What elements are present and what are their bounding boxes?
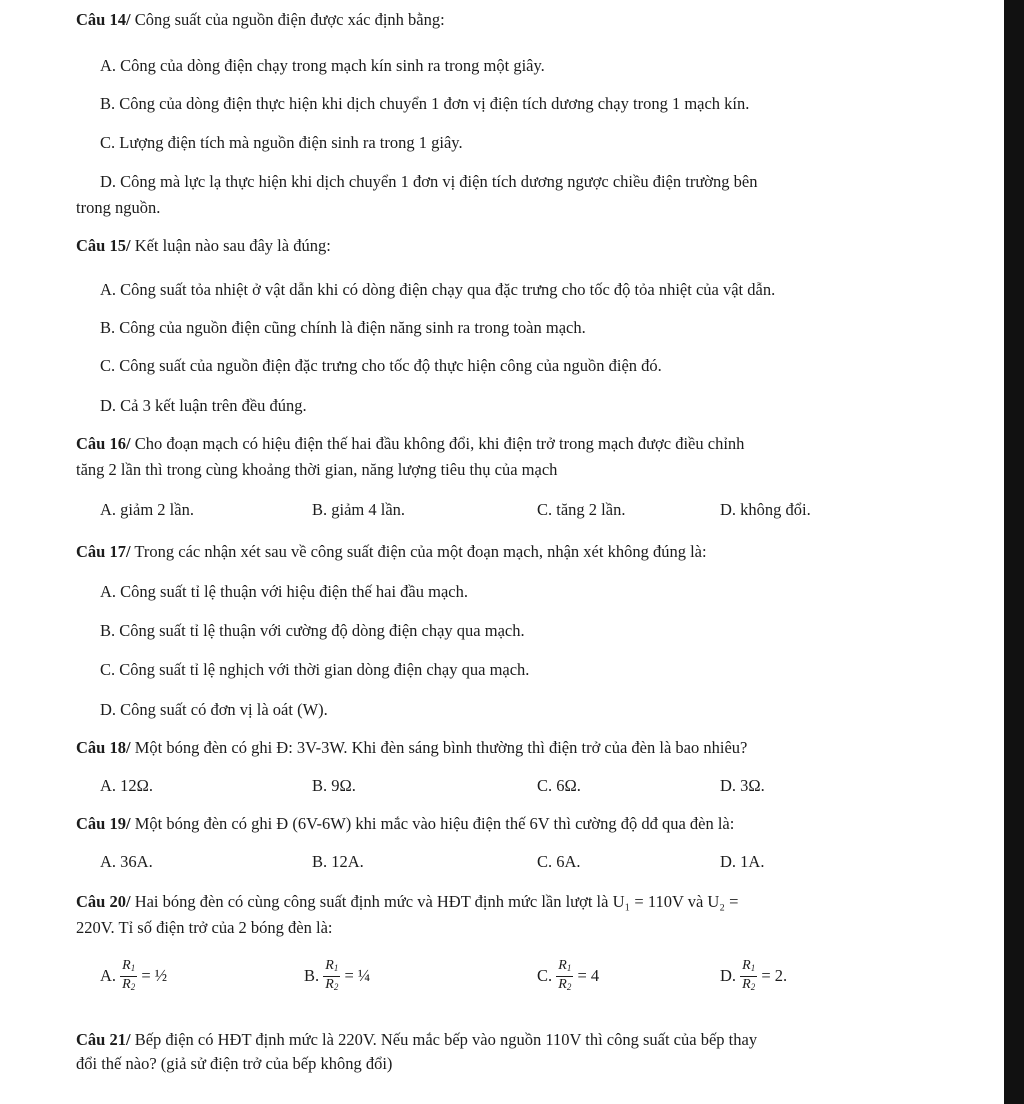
question-16-option-b: B. giảm 4 lần. — [312, 500, 406, 519]
question-16-text: Cho đoạn mạch có hiệu điện thế hai đầu không đổi, khi điện trở trong mạch được điều chỉnh — [130, 434, 745, 453]
question-18-text: Một bóng đèn có ghi Đ: 3V-3W. Khi đèn sáng bình thường thì điện trở của đèn là bao nhiêu? — [130, 738, 748, 757]
question-15-option-b: B. Công của nguồn điện cũng chính là điện năng sinh ra trong toàn mạch. — [100, 318, 586, 337]
question-15-option-d: D. Cả 3 kết luận trên đều đúng. — [100, 396, 307, 415]
question-14-stem — [76, 10, 445, 30]
question-19-option-a: A. 36A. — [100, 852, 153, 871]
question-20-stem — [76, 892, 739, 912]
question-20-number: Câu 20/ — [76, 892, 131, 911]
fraction-r1-r2: $\frac{R_1}{R_2}$ — [122, 957, 136, 992]
question-15-number: Câu 15/ — [76, 236, 131, 255]
question-17-number: Câu 17/ — [76, 542, 131, 561]
fraction-r1-r2: $\frac{R_1}{R_2}$ — [742, 957, 756, 992]
question-14-option-a: A. Công của dòng điện chạy trong mạch kín sinh ra trong một giây. — [100, 56, 545, 75]
question-17-option-d: D. Công suất có đơn vị là oát (W). — [100, 700, 328, 719]
question-14-option-b: B. Công của dòng điện thực hiện khi dịch chuyển 1 đơn vị điện tích dương chạy trong 1 mạch kín. — [100, 94, 750, 113]
question-14-option-c: C. Lượng điện tích mà nguồn điện sinh ra trong 1 giây. — [100, 133, 463, 152]
question-14-option-d-cont: trong nguồn. — [76, 198, 161, 217]
question-16-option-d: D. không đổi. — [720, 500, 811, 519]
question-16-option-a: A. giảm 2 lần. — [100, 500, 194, 519]
question-14-text: Công suất của nguồn điện được xác định bằng: — [130, 10, 445, 29]
question-19-text: Một bóng đèn có ghi Đ (6V-6W) khi mắc vào hiệu điện thế 6V thì cường độ dđ qua đèn là: — [130, 814, 735, 833]
question-21-text: Bếp điện có HĐT định mức là 220V. Nếu mắc bếp vào nguồn 110V thì công suất của bếp thay — [130, 1030, 758, 1049]
question-16-stem-cont: tăng 2 lần thì trong cùng khoảng thời gian, năng lượng tiêu thụ của mạch — [76, 460, 558, 479]
question-19-option-b: B. 12A. — [312, 852, 364, 871]
question-20-text: Hai bóng đèn có cùng công suất định mức và HĐT định mức lần lượt là U₁ = 110V và U₂ = — [130, 892, 739, 911]
question-20-option-b: B. $\frac{R_1}{R_2}$ = ¼ — [304, 957, 371, 992]
question-17-option-b: B. Công suất tỉ lệ thuận với cường độ dòng điện chạy qua mạch. — [100, 621, 525, 640]
question-18-option-b: B. 9Ω. — [312, 776, 356, 795]
question-18-option-a: A. 12Ω. — [100, 776, 154, 795]
question-17-text: Trong các nhận xét sau về công suất điện của một đoạn mạch, nhận xét không đúng là: — [130, 542, 707, 561]
question-20-option-a: A. $\frac{R_1}{R_2}$ = ½ — [100, 957, 168, 992]
question-15-stem — [76, 236, 331, 256]
question-18-stem — [76, 738, 747, 758]
question-19-stem — [76, 814, 734, 834]
question-15-option-c: C. Công suất của nguồn điện đặc trưng cho tốc độ thực hiện công của nguồn điện đó. — [100, 356, 662, 375]
question-19-number: Câu 19/ — [76, 814, 131, 833]
fraction-r1-r2: $\frac{R_1}{R_2}$ — [325, 957, 339, 992]
fraction-r1-r2: $\frac{R_1}{R_2}$ — [558, 957, 572, 992]
question-18-option-c: C. 6Ω. — [537, 776, 581, 795]
question-21-stem-cont: đổi thế nào? (giả sử điện trở của bếp không đổi) — [76, 1054, 393, 1073]
question-19-option-d: D. 1A. — [720, 852, 765, 871]
question-17-stem — [76, 542, 707, 562]
question-21-number: Câu 21/ — [76, 1030, 131, 1049]
question-17-option-c: C. Công suất tỉ lệ nghịch với thời gian dòng điện chạy qua mạch. — [100, 660, 530, 679]
question-21-stem — [76, 1030, 757, 1050]
question-16-option-c: C. tăng 2 lần. — [537, 500, 626, 519]
question-17-option-a: A. Công suất tỉ lệ thuận với hiệu điện thế hai đầu mạch. — [100, 582, 468, 601]
question-14-option-d: D. Công mà lực lạ thực hiện khi dịch chuyển 1 đơn vị điện tích dương ngược chiều điện trường bên — [100, 172, 758, 191]
question-15-text: Kết luận nào sau đây là đúng: — [130, 236, 331, 255]
question-20-stem-cont: 220V. Tỉ số điện trở của 2 bóng đèn là: — [76, 918, 333, 937]
question-15-option-a: A. Công suất tỏa nhiệt ở vật dẫn khi có dòng điện chạy qua đặc trưng cho tốc độ tỏa nhiệt của vật dẫn. — [100, 280, 776, 299]
question-19-option-c: C. 6A. — [537, 852, 581, 871]
question-20-option-d: D. $\frac{R_1}{R_2}$ = 2. — [720, 957, 788, 992]
screen-edge-border — [1004, 0, 1024, 1104]
question-16-stem — [76, 434, 744, 454]
question-18-number: Câu 18/ — [76, 738, 131, 757]
question-16-number: Câu 16/ — [76, 434, 131, 453]
question-20-option-c: C. $\frac{R_1}{R_2}$ = 4 — [537, 957, 600, 992]
question-18-option-d: D. 3Ω. — [720, 776, 765, 795]
question-14-number: Câu 14/ — [76, 10, 131, 29]
